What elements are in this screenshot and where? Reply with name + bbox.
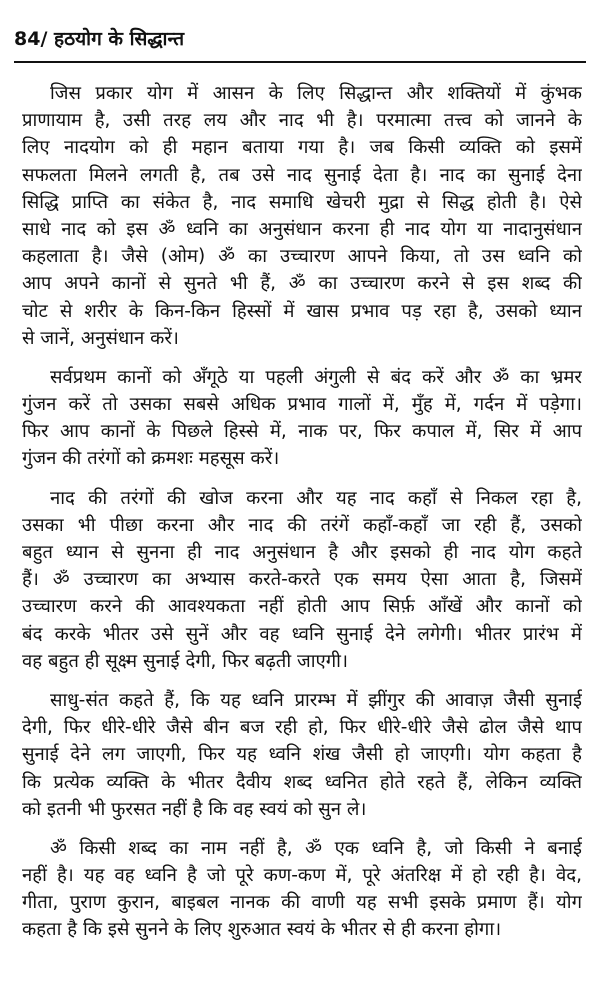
text-line: आप अपने कानों से सुनते भी हैं, ॐ का उच्चारण करने से इस शब्द की — [22, 273, 582, 295]
text-line: जिस प्रकार योग में आसन के लिए सिद्धान्त और शक्तियों में कुंभक — [50, 83, 582, 104]
text-line: साधु-संत कहते हैं, कि यह ध्वनि प्रारम्भ में झींगुर की आवाज़ जैसी सुनाई — [50, 689, 582, 711]
text-line: को इतनी भी फुरसत नहीं है कि वह स्वयं को सुन ले। — [22, 798, 367, 820]
text-line: कहता है कि इसे सुनने के लिए शुरुआत स्वयं के भीतर से ही करना होगा। — [22, 919, 502, 941]
text-line: चोट से शरीर के किन-किन हिस्सों में खास प्रभाव पड़ रहा है, उसको ध्यान — [22, 300, 582, 322]
text-line: सफलता मिलने लगती है, तब उसे नाद सुनाई देता है। नाद का सुनाई देना — [22, 164, 582, 186]
running-header: 84/ हठयोग के सिद्धान्त — [14, 28, 185, 50]
header-rule — [14, 61, 586, 63]
text-line: साधे नाद को इस ॐ ध्वनि का अनुसंधान करना ही नाद योग या नादानुसंधान — [22, 218, 582, 240]
text-line: सिद्धि प्राप्ति का संकेत है, नाद समाधि खेचरी मुद्रा से सिद्ध होती है। ऐसे — [22, 191, 582, 213]
text-line: नहीं है। यह वह ध्वनि है जो पूरे कण-कण में, पूरे अंतरिक्ष में हो रही है। वेद, — [22, 865, 582, 887]
text-line: गुंजन की तरंगों को क्रमशः महसूस करें। — [22, 448, 280, 470]
paragraph — [22, 485, 582, 675]
body-text — [22, 72, 582, 956]
text-line: वह बहुत ही सूक्ष्म सुनाई देगी, फिर बढ़ती जाएगी। — [22, 650, 348, 672]
text-line: कि प्रत्येक व्यक्ति के भीतर दैवीय शब्द ध्वनित होते रहते हैं, लेकिन व्यक्ति — [22, 771, 582, 793]
text-line: कहलाता है। जैसे (ओम) ॐ का उच्चारण आपने किया, तो उस ध्वनि को — [22, 246, 582, 268]
paragraph — [22, 835, 582, 944]
text-line: नाद की तरंगों की खोज करना और यह नाद कहाँ से निकल रहा है, — [50, 487, 582, 509]
paragraph — [22, 687, 582, 823]
text-line: देगी, फिर धीरे-धीरे जैसे बीन बज रही हो, फिर धीरे-धीरे जैसे ढोल जैसे थाप — [22, 717, 582, 739]
text-line: गुंजन करें तो उसका सबसे अधिक प्रभाव गालों में, मुँह में, गर्दन में पड़ेगा। — [22, 394, 582, 416]
text-line: लिए नादयोग को ही महान बताया गया है। जब किसी व्यक्ति को इसमें — [22, 137, 582, 159]
text-line: सुनाई देने लग जाएगी, फिर यह ध्वनि शंख जैसी हो जाएगी। योग कहता है — [22, 744, 582, 766]
text-line: प्राणायाम है, उसी तरह लय और नाद भी है। परमात्मा तत्त्व को जानने के — [22, 110, 582, 132]
text-line: गीता, पुराण कुरान, बाइबल नानक की वाणी यह सभी इसके प्रमाण हैं। योग — [22, 892, 582, 914]
text-line: बंद करके भीतर उसे सुनें और वह ध्वनि सुनाई देने लगेगी। भीतर प्रारंभ में — [22, 623, 582, 645]
text-line: से जानें, अनुसंधान करें। — [22, 327, 179, 349]
text-line: उसका भी पीछा करना और नाद की तरंगें कहाँ-कहाँ जा रही हैं, उसको — [22, 514, 582, 536]
text-line: सर्वप्रथम कानों को अँगूठे या पहली अंगुली से बंद करें और ॐ का भ्रमर — [50, 366, 582, 388]
text-line: बहुत ध्यान से सुनना ही नाद अनुसंधान है और इसको ही नाद योग कहते — [22, 542, 582, 563]
text-line: हैं। ॐ उच्चारण का अभ्यास करते-करते एक समय ऐसा आता है, जिसमें — [22, 569, 582, 591]
paragraph — [22, 364, 582, 473]
text-line: उच्चारण करने की आवश्यकता नहीं होती आप सिर्फ़ आँखें और कानों को — [22, 596, 582, 618]
text-line: फिर आप कानों के पिछले हिस्से में, नाक पर, फिर कपाल में, सिर में आप — [22, 421, 582, 443]
text-line: ॐ किसी शब्द का नाम नहीं है, ॐ एक ध्वनि है, जो किसी ने बनाई — [50, 837, 582, 859]
paragraph — [22, 80, 582, 352]
